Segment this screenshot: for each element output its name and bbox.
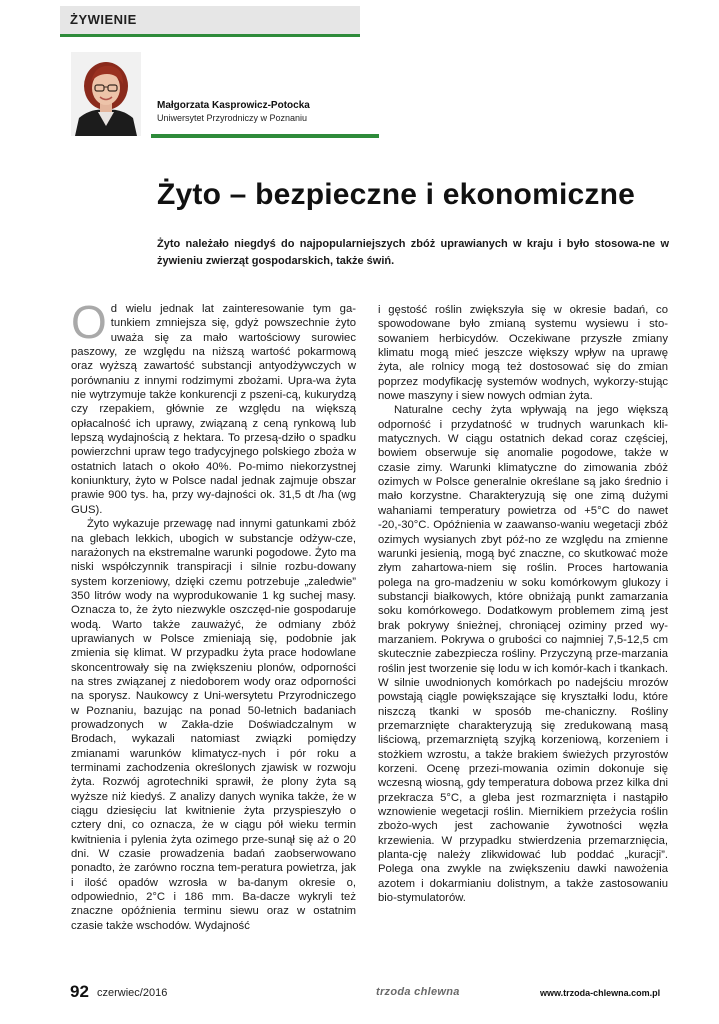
magazine-logo: trzoda chlewna xyxy=(376,986,460,998)
author-rule xyxy=(151,134,379,138)
author-block xyxy=(157,99,397,124)
author-name: Małgorzata Kasprowicz-Potocka xyxy=(157,100,310,111)
section-header xyxy=(60,6,360,34)
paragraph: i gęstość roślin zwiększyła się w okresie badań, co spowodowane było zmianą systemu wysiewu i sto-sowaniem herbicydów. Oczekiwane przyszłe zmiany klimatu mogą mieć jeszcze większy wpływ na uprawę żyta, ale rolnicy mogą też dostosować się do zmian poprzez modyfikację systemów wodnych, wykorzy-stując nowe maszyny i siew nowych odmian żyta. xyxy=(378,304,668,403)
paragraph: Żyto wykazuje przewagę nad innymi gatunkami zbóż na glebach lekkich, ubogich w substancje odżyw-cze, narażonych na ekstremalne warunki pogodowe. Żyto ma niski współczynnik transpiracji i silnie rozbu-dowany system korzeniowy, dzięki czemu potrzebuje „zaledwie” 350 litrów wody na wyprodukowanie 1 kg suchej masy. Oznacza to, że żyto niezwykle oszczęd-nie gospodaruje wodą. Warto także zauważyć, że odmiany zbóż uprawianych w Polsce zmieniają się, podobnie jak zmienia się klimat. W przypadku żyta prace hodowlane skoncentrowały się na zwiększeniu plonów, odporności na stres związanej z niedoborem wody oraz odporności na sporysz. Naukowcy z Uni-wersytetu Przyrodniczego w Poznaniu, bazując na ponad 50-letnich badaniach prowadzonych w Zakła-dzie Doświadczalnym w Brodach, wykazali natomiast związki pomiędzy zmianami warunków klimatycz-nych i pór roku a terminami zachodzenia określonych zjawisk w rozwoju żyta. Rozwój agrotechniki sprawił, że plony żyta są wyższe niż kiedyś. Z analizy danych wynika także, że w ciągu dziesięciu lat kwitnienie żyta przyspieszyło o cztery dni, co oznacza, że w ciągu pół wieku termin kwitnienia i pylenia żyta ozimego prze-sunął się aż o 20 dni. W czasie prowadzenia badań zaobserwowano ponadto, że zarówno roczna tem-peratura powietrza, jak i ilość opadów wzrosła w ba-danym okresie o, odpowiednio, 2°C i 186 mm. Ba-dacze wykryli też znaczne opóźnienia terminu siewu oraz w ostatnim czasie także wschodów. Wydajność xyxy=(71,518,356,932)
author-portrait xyxy=(71,52,141,136)
paragraph: Naturalne cechy żyta wpływają na jego większą odporność i przydatność w trudnych warunkach kli-matycznych. W ciągu ostatnich dekad coraz częściej, bowiem obserwuje się anomalie pogodowe, także w czasie zimy. Warunki klimatyczne do zimowania zbóż ozimych w Polsce generalnie określane są jako średnio i mało korzystne. Charakteryzują się one zimą dużymi wahaniami temperatury powietrza od +5°C do nawet -20,-30°C. Opóźnienia w zaawanso-waniu wegetacji zbóż ozimych wysianych zbyt póź-no ze względu na zmienne warunki jesienią, mogą być znaczne, co skutkować może złym zahartowa-niem się roślin. Proces hartowania polega na gro-madzeniu w soku komórkowym glukozy i substancji białkowych, które obniżają punkt zamarzania soku komórkowego. Dodatkowym problemem zimą jest brak pokrywy śnieżnej, chroniącej oziminy przed wy-marzaniem. Pokrywa o grubości co najmniej 7,5-12,5 cm skutecznie zabezpiecza rośliny. Przyczyną prze-marzania roślin jest tworzenie się lodu w ich komór-kach i tkankach. W silnie uwodnionych komórkach po nadejściu mrozów powstają ciągle powiększające się kryształki lodu, które niszczą tkanki w sposób me-chaniczny. Rośliny przemarznięte charakteryzują się zredukowaną masą liściową, przemarzniętą szyjką korzeniową, korzeniem i stożkiem wzrostu, a także brakiem świeżych przyrostów korzeni. Ocenę przezi-mowania ozimin dokonuje się wczesną wiosną, gdy temperatura dobowa przez kilka dni przekracza 5°C, a gleba jest rozmarznięta i nastąpiło wznowienie wegetacji roślin. Miernikiem przeżycia roślin zbożo-wych jest zachowanie żywotności węzła krzewienia. W przypadku stwierdzenia przemarznięcia, planta-cję należy zlikwidować lub poddać „kuracji”. Polega ona zwykle na zwiększeniu dawki nawożenia azotem i dokarmianiu dolistnym, a także zastosowaniu bio-stymulatorów. xyxy=(378,404,668,905)
left-column xyxy=(71,296,356,933)
paragraph-text: d wielu jednak lat zainteresowanie tym ga-tunkiem zmniejsza się, gdyż powszechnie żyto uważa się za mało wartościowy surowiec paszowy, ze względu na niższą wartość pokarmową oraz wyższą zawartość substancji antyodżywczych w porównaniu z innymi rodzimymi zbożami. Upra-wa żyta nie wytrzymuje także konkurencji z pszeni-cą, kukurydzą czy rzepakiem, głównie ze względu na większą opłacalność ich uprawy, związaną z ceną rynkową lub lepszą wydajnością z hektara. To przesą-dziło o spadku powierzchni upraw tego tradycyjnego polskiego zboża w ostatnich latach o około 40%. Po-mimo niekorzystnej koniunktury, żyto w Polsce nadal jednak zajmuje obszar prawie 900 tys. ha, przy wy-dajności ok. 31,5 dt /ha (wg GUS). xyxy=(71,303,356,516)
page-number: 92 xyxy=(70,982,89,1001)
author-affiliation: Uniwersytet Przyrodniczy w Poznaniu xyxy=(157,113,308,123)
right-column xyxy=(378,303,668,905)
article-title: Żyto – bezpieczne i ekonomiczne xyxy=(157,178,635,211)
section-rule xyxy=(60,34,360,37)
author-photo-icon xyxy=(71,52,141,136)
article-lead: Żyto należało niegdyś do najpopularniejszych zbóż uprawianych w kraju i było stosowa-ne w żywieniu zwierząt gospodarskich, także świń. xyxy=(157,238,669,267)
dropcap: O xyxy=(71,296,107,348)
magazine-url[interactable]: www.trzoda-chlewna.com.pl xyxy=(540,988,661,998)
issue-date: czerwiec/2016 xyxy=(97,987,168,999)
section-label: ŻYWIENIE xyxy=(70,12,137,27)
paragraph xyxy=(71,296,356,517)
